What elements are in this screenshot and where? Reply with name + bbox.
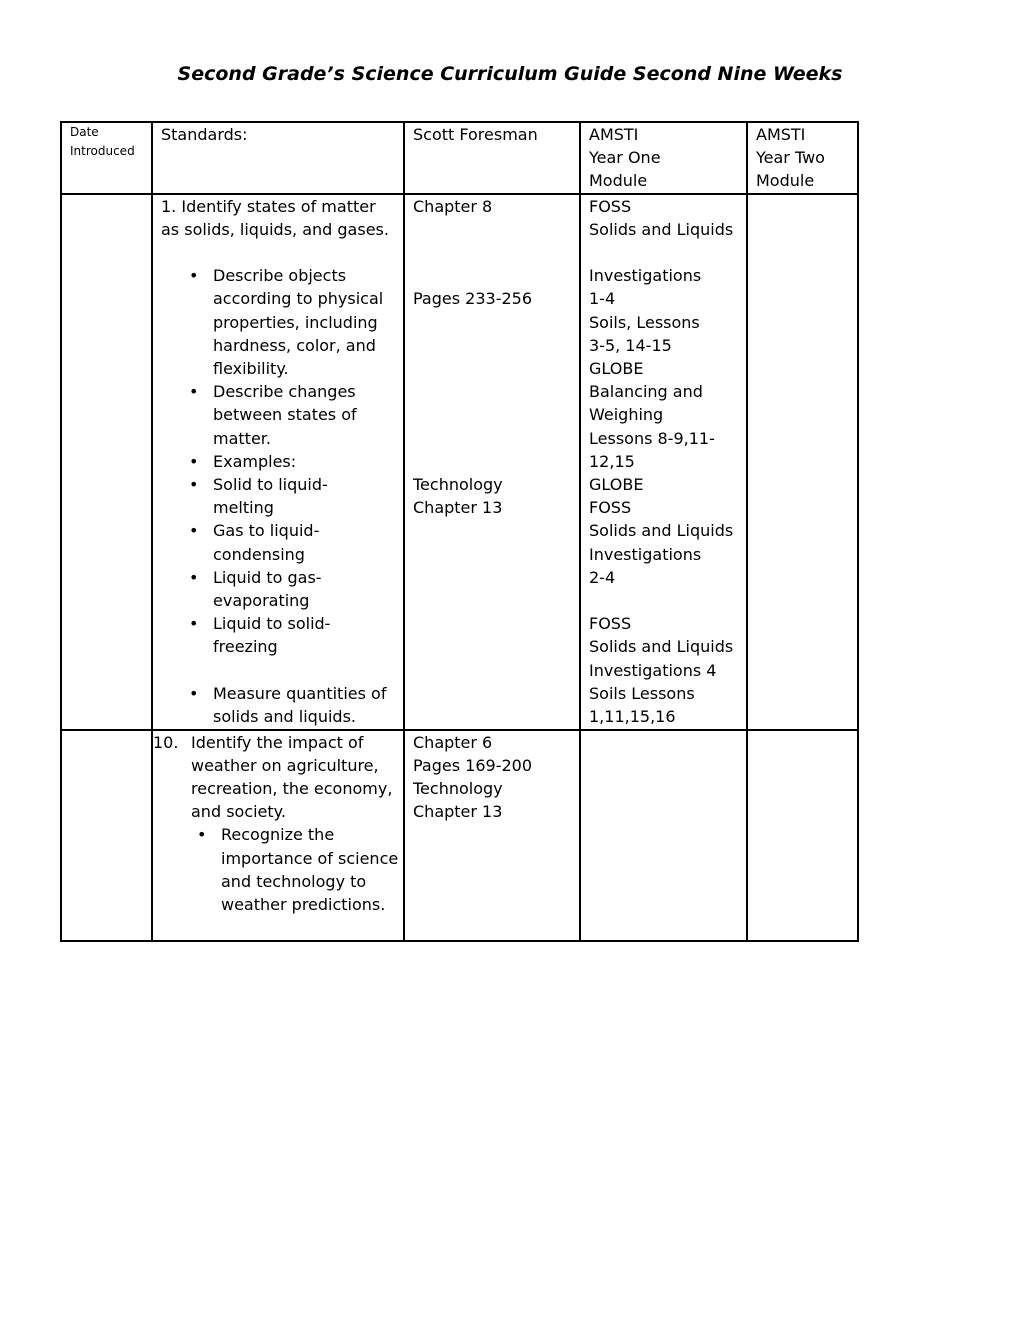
header-amsti-year-two: AMSTI Year Two Module [747,122,858,194]
standards-cell: 1. Identify states of matter as solids, liquids, and gases. • Describe objects according to physical properties, including hardness, color, and flexibility. • Describe changes between states of matter. • Examples: • Solid to liquid- melting • Gas to liquid- condensing • Liquid to gas- evaporating • Liquid to solid- freezing • Measure quantities of solids and liquids. [152,194,404,730]
list-item: • Recognize the importance of science and technology to weather predictions. [197,825,399,915]
amsti-year-one-cell [580,730,747,941]
amsti-year-two-cell [747,194,858,730]
table-row [61,730,858,941]
amsti-year-one-cell: FOSS Solids and Liquids Investigations 1-4 Soils, Lessons 3-5, 14-15 GLOBE Balancing and Weighing Lessons 8-9,11- 12,15 GLOBE FOSS Solids and Liquids Investigations 2-4 FOSS Solids and Liquids Investigations 4 Soils Lessons 1,11,15,16 [580,194,747,730]
date-cell [61,730,152,941]
table-row [61,194,858,730]
list-item: • Examples: [189,451,297,471]
header-amsti-year-one: AMSTI Year One Module [580,122,747,194]
date-cell [61,194,152,730]
amsti-year-two-cell [747,730,858,941]
list-item: • Gas to liquid- condensing [189,521,320,564]
list-item: 10. Identify the impact of weather on agriculture, recreation, the economy, and society. [153,732,393,822]
header-date-introduced: Date Introduced [61,122,152,194]
page-title: Second Grade’s Science Curriculum Guide Second Nine Weeks [177,63,843,85]
header-standards: Standards: [152,122,404,194]
list-item: • Liquid to gas- evaporating [189,567,322,611]
scott-foresman-cell: Chapter 6 Pages 169-200 Technology Chapter 13 [404,730,580,941]
list-item: • Liquid to solid- freezing [189,614,331,657]
list-item: • Solid to liquid- melting [189,475,328,518]
standards-cell [152,730,404,941]
list-item: • Describe changes between states of matter. [189,382,357,448]
scott-foresman-cell: Chapter 8 Pages 233-256 Technology Chapter 13 [404,194,580,730]
table-header-row [61,122,858,194]
list-item: • Describe objects according to physical properties, including hardness, color, and flexibility. [189,266,384,379]
list-item: • Measure quantities of solids and liquids. [189,683,387,727]
header-scott-foresman: Scott Foresman [404,122,580,194]
curriculum-table [60,121,859,942]
